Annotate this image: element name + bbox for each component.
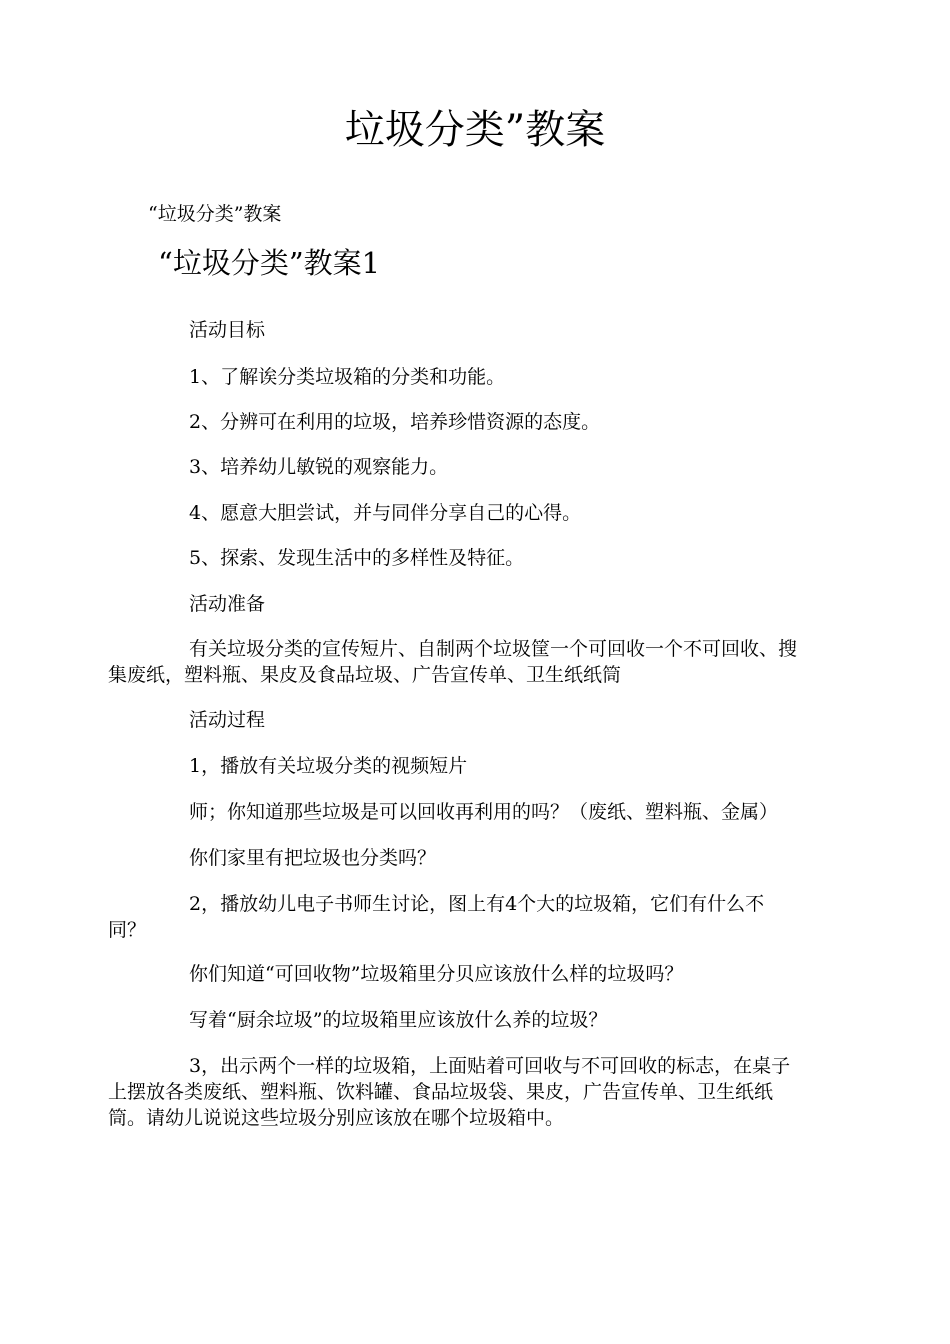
home-question: 你们家里有把垃圾也分类吗？ xyxy=(189,847,437,869)
teacher-question: 师；你知道那些垃圾是可以回收再利用的吗？（废纸、塑料瓶、金属） xyxy=(189,801,779,823)
goal-item-2: 2、分辨可在利用的垃圾，培养珍惜资源的态度。 xyxy=(189,411,601,433)
goal-item-4: 4、愿意大胆尝试，并与同伴分享自己的心得。 xyxy=(189,502,582,524)
step2-line-1: 2，播放幼儿电子书师生讨论，图上有4个大的垃圾箱，它们有什么不 xyxy=(189,893,765,915)
step3-line-1: 3，出示两个一样的垃圾箱，上面贴着可回收与不可回收的标志，在桌子 xyxy=(189,1055,791,1077)
step2-line-2: 同？ xyxy=(108,919,147,941)
process-step-1: 1，播放有关垃圾分类的视频短片 xyxy=(189,755,468,777)
step3-paragraph xyxy=(108,1053,848,1131)
prep-line-1: 有关垃圾分类的宣传短片、自制两个垃圾筐一个可回收一个不可回收、搜 xyxy=(189,638,798,660)
kitchen-waste-question: 写着“厨余垃圾”的垃圾箱里应该放什么养的垃圾？ xyxy=(189,1009,608,1031)
section-heading: “垃圾分类”教案1 xyxy=(158,246,381,280)
heading-activity-process: 活动过程 xyxy=(189,709,266,731)
goal-item-5: 5、探索、发现生活中的多样性及特征。 xyxy=(189,547,525,569)
heading-activity-prep: 活动准备 xyxy=(189,593,266,615)
recyclable-question: 你们知道“可回收物”垃圾箱里分贝应该放什么样的垃圾吗？ xyxy=(189,963,684,985)
prep-line-2: 集废纸，塑料瓶、果皮及食品垃圾、广告宣传单、卫生纸纸筒 xyxy=(108,664,622,686)
document-title: 垃圾分类”教案 xyxy=(344,107,606,153)
prep-paragraph xyxy=(108,636,848,688)
document-subtitle: “垃圾分类”教案 xyxy=(148,203,282,225)
heading-activity-goals: 活动目标 xyxy=(189,319,266,341)
step3-line-3: 筒。请幼儿说说这些垃圾分别应该放在哪个垃圾箱中。 xyxy=(108,1107,565,1129)
goal-item-3: 3、培养幼儿敏锐的观察能力。 xyxy=(189,456,449,478)
step3-line-2: 上摆放各类废纸、塑料瓶、饮料罐、食品垃圾袋、果皮，广告宣传单、卫生纸纸 xyxy=(108,1081,774,1103)
step2-paragraph xyxy=(108,891,848,943)
goal-item-1: 1、了解诶分类垃圾箱的分类和功能。 xyxy=(189,366,506,388)
